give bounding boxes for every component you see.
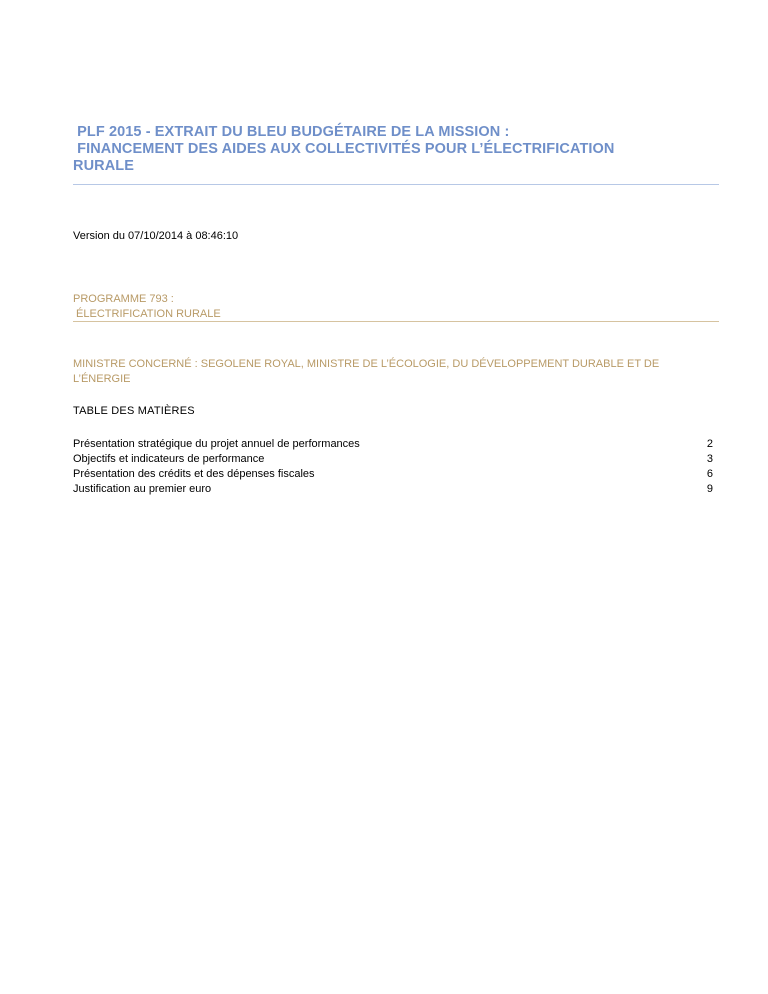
mission-divider xyxy=(73,184,719,185)
programme-heading xyxy=(73,292,221,321)
toc-item-label: Présentation stratégique du projet annuel de performances xyxy=(73,438,360,450)
table-of-contents xyxy=(73,437,713,497)
toc-item-label: Objectifs et indicateurs de performance xyxy=(73,453,265,465)
toc-item[interactable] xyxy=(73,482,713,497)
programme-line-2: ÉLECTRIFICATION RURALE xyxy=(73,307,221,320)
version-text: Version du 07/10/2014 à 08:46:10 xyxy=(73,230,239,242)
mission-title-line-3: RURALE xyxy=(73,158,135,174)
programme-line-1: PROGRAMME 793 : xyxy=(73,293,174,305)
toc-item-label: Présentation des crédits et des dépenses fiscales xyxy=(73,468,315,480)
toc-item-page: 6 xyxy=(706,468,713,480)
mission-title xyxy=(73,124,719,175)
toc-item-page: 9 xyxy=(706,483,713,495)
mission-title-line-2: FINANCEMENT DES AIDES AUX COLLECTIVITÉS POUR L’ÉLECTRIFICATION xyxy=(73,141,615,157)
toc-item-label: Justification au premier euro xyxy=(73,483,212,495)
programme-divider xyxy=(73,321,719,322)
toc-title: TABLE DES MATIÈRES xyxy=(73,405,195,417)
toc-item-page: 3 xyxy=(706,453,713,465)
ministre-concerne: MINISTRE CONCERNÉ : SEGOLENE ROYAL, MINISTRE DE L’ÉCOLOGIE, DU DÉVELOPPEMENT DURABLE ET DE L’ÉNERGIE xyxy=(73,358,660,385)
toc-item[interactable] xyxy=(73,452,713,467)
toc-item[interactable] xyxy=(73,467,713,482)
toc-item-page: 2 xyxy=(706,438,713,450)
toc-item[interactable] xyxy=(73,437,713,452)
mission-title-line-1: PLF 2015 - EXTRAIT DU BLEU BUDGÉTAIRE DE LA MISSION : xyxy=(73,124,510,140)
